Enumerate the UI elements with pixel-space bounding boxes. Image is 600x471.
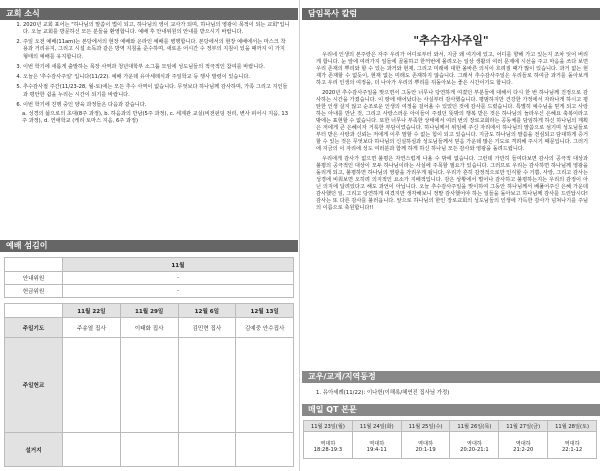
schedule-cell bbox=[236, 433, 294, 467]
news-list bbox=[8, 22, 290, 125]
schedule-cell: 주송열 집사 bbox=[63, 318, 121, 338]
qt-book: 역대하 bbox=[352, 432, 401, 447]
schedule-date: 12월 6일 bbox=[178, 304, 236, 318]
column-title: "추수감사주일" bbox=[413, 34, 489, 47]
column-paragraph: 2020년 추수감사주일을 맞으면서 그동안 너무나 당연하게 여겼던 부분들에 대해서 다시 한 번 하나님께 진정으로 감사하는 시간을 가졌습니다. 이 땅에 태어났다는 사실부터 감사했습니다. 평범하지만 건강한 가정에서 자라나게 하시고 평탄한 인생 살지 않고 순조로운 인생의 여정을 걸어올 수 있었던 것에 감사를 드렸습니다. 특별히 예수님을 믿게 되고 사랑하는 아내를 만난 것, 그리고 사랑스러운 아이들이 주셨던 뜻밖의 행복 받은 것은 하나님의 놀라우신 은혜요 축복이라고 밖에는 표현할 수 없습니다. 또한 너무나 부족한 상태에서 여러 번의 장로교회라는 공동체를 담임하게 하신 하나님의 계획은 저에게 큰 은혜이자 거룩한 부담이었습니다. 하나님께서 위임해 주신 자리에서 하나님의 말씀으로 섬기며 성도님들로부터 받은 사랑과 신뢰는 저에게 이루 말할 수 없는 힘이 되고 있습니다. 지금도 하나님의 말씀을 전심되고 담대하게 증거할 수 있는 것은 무엇보다 하나님의 신실하심과 성도님들께서 믿음 가운데 많은 기도로 격려해 주시기 때문입니다. 그러기에 지금의 이 자리에 성도 여러분과 함께 하게 하신 하나님 모든 감사와 영광을 돌려드립니다. bbox=[316, 90, 588, 152]
schedule-row-label: 설거지 bbox=[5, 433, 63, 467]
schedule-table bbox=[4, 257, 294, 467]
news-item: 1. 2020년 교회 표어는 "하나님의 말씀이 법이 되고, 하나님의 영이 교사가 되며, 하나님의 영광이 목적이 되는 교회"입니다. 오늘 교회를 방문하신 모든 분들을 환영합니다. 예배 후 안내위원의 안내를 받으시기 바랍니다. bbox=[23, 22, 290, 36]
schedule-date: 12월 13일 bbox=[236, 304, 294, 318]
schedule-cell bbox=[178, 338, 236, 433]
schedule-row-label: 주일기도 bbox=[5, 318, 63, 338]
qt-book: 역대하 bbox=[548, 432, 597, 447]
qt-header bbox=[302, 404, 600, 416]
pastor-column-header bbox=[302, 8, 600, 20]
qt-title: 매일 QT 본문 bbox=[308, 405, 357, 414]
schedule-cell bbox=[120, 433, 178, 467]
news-title: 교회 소식 bbox=[6, 9, 40, 18]
column-paragraph: 우리네 인생의 본주랑은 자주 우리가 어디로부터 와서, 지금 왜 여기에 있고, 어디를 향해 가고 있는지 조차 잊어 버리게 합니다. 눈 앞에 여러가지 일들에 골몰하고 한꺼번에 몰려오는 일상 생활의 여러 문제에 시선을 주고 마음을 쓰다 보면 우리 존재의 뿌리와 할 수 있는 과거와 현재, 그리고 미래에 대한 올바른 의식이 흐려질 때가 많이 있습니다. 과거 없는 현재가 존재할 수 없듯이, 현재 없는 미래도 존재하지 않습니다. 그래서 추수감사주일은 우리들로 하여금 과거를 돌아보게 하고 우리 인생의 여정을, 더 나아가 우리의 뿌리를 뒤돌아보는 좋은 시간이기도 합니다. bbox=[316, 52, 588, 86]
schedule-cell bbox=[63, 433, 121, 467]
schedule-cell: - bbox=[63, 285, 294, 298]
qt-chapter: 19:4-11 bbox=[352, 447, 401, 459]
schedule-title: 예배 섬김이 bbox=[6, 241, 48, 250]
schedule-row-label: 헌금위원 bbox=[5, 285, 63, 298]
qt-chapter: 20:20-21:1 bbox=[450, 447, 499, 459]
qt-chapter: 20:1-19 bbox=[401, 447, 450, 459]
qt-date: 11월 27일(금) bbox=[499, 421, 548, 432]
news-item: 5. 추수감사절 주간(11/23-28, 월-토)에는 모든 추수 사역이 없습니다. 무엇보다 하나님께 감사하며, 가족 그리고 지인들과 평안한 쉼을 누리는 시간이 되기를 바랍니다. bbox=[23, 84, 290, 98]
news-item: 2. 주일 오전 예배(11am)는 본당에서의 현장 예배와 온라인 예배를 병행합니다. 본당에서의 현장 예배에서는 마스크 착용과 거리유지, 그리고 시설 소독과 같은 방역 지침을 준수하며, 새로운 어시간 수 정부의 지침이 있을 때까지 이 가지 형태의 예배를 유지합니다. bbox=[23, 39, 290, 60]
mission-item: 1. 유아세례(11/22): 이나헌(이해록/혜연진 집사님 가정) bbox=[316, 390, 450, 396]
schedule-row-label: 주일헌교 bbox=[5, 338, 63, 433]
schedule-header bbox=[0, 240, 298, 252]
mission-title: 교우/교계/지역동정 bbox=[308, 372, 376, 381]
column-paragraph: 우리에게 감사가 없으면 불평은 자연스럽게 나올 수 밖에 없습니다. 그런데 가만히 들여다보면 감사의 공극적 대상과 불평의 공극적인 대상이 모두 하나님이라는 사실에 주목할 필요가 있습니다. 그러므로 우리는 감사하면 하나님께 영광을 돌리게 되고, 불평하면 하나님의 영광을 가리우게 됩니다. 우리가 흔히 감정적으로만 인식할 수 기쁨, 사랑, 그리고 감사는 성경에 비춰보면 오히려 의지적인 요소가 지배적입니다. 감은 상황에서 벌어나 감사하고 불평하는지는 우리의 감정이 아닌 의지에 달려있다고 해도 과언이 아닙니다. 오늘 추수감사주일을 맞이하여 그동안 하나님께서 베풀어주신 은혜 가운데 감사했던 일, 그리고 당연하게 여겼지만 생각해보니 정말 감사했어야 하는 일들을 돌아보고 하나님께 감사를 드린답시다! 감사는 또 다른 감사를 불러옵니다. 앞으로 하나님의 한인 장로교회의 성도님들의 인생에 가득한 감사가 넘쳐나기를 주님의 이름으로 축원합니다!! bbox=[316, 156, 588, 211]
qt-chapter: 18:28-19:3 bbox=[304, 447, 353, 459]
qt-date: 11월 23일(월) bbox=[304, 421, 353, 432]
pastor-column-label: 담임목사 칼럼 bbox=[308, 9, 358, 18]
qt-chapter: 22:1-12 bbox=[548, 447, 597, 459]
mission-header bbox=[302, 371, 600, 383]
column-body bbox=[316, 52, 588, 215]
qt-date: 11월 24일(화) bbox=[352, 421, 401, 432]
qt-book: 역대하 bbox=[499, 432, 548, 447]
qt-date: 11월 28일(토) bbox=[548, 421, 597, 432]
schedule-month: 11월 bbox=[63, 258, 294, 272]
qt-book: 역대하 bbox=[304, 432, 353, 447]
schedule-date: 11월 22일 bbox=[63, 304, 121, 318]
news-item: 6. 이번 학기에 진행 중인 양육 과정들은 다음과 같습니다. bbox=[23, 102, 290, 109]
qt-chapter: 21:2-20 bbox=[499, 447, 548, 459]
schedule-cell: 김예중 안수집사 bbox=[236, 318, 294, 338]
qt-date: 11월 25일(수) bbox=[401, 421, 450, 432]
qt-table bbox=[303, 420, 597, 459]
qt-book: 역대하 bbox=[401, 432, 450, 447]
schedule-cell: - bbox=[63, 272, 294, 285]
qt-date: 11월 26일(목) bbox=[450, 421, 499, 432]
schedule-cell bbox=[120, 338, 178, 433]
news-subnote: a. 성경의 삶으로의 초대(8주 과정), b. 하음과의 만남(5주 과정), c. 세계관 교실(비전펀딩 전리, 변사 피어시 지음, 13주 과정), d. 연애학교 (케리 토마스 지음, 6주 과정) bbox=[22, 111, 289, 125]
news-header bbox=[0, 8, 298, 20]
column-divider bbox=[299, 0, 300, 471]
qt-book: 역대하 bbox=[450, 432, 499, 447]
schedule-cell bbox=[63, 338, 121, 433]
schedule-row-label: 안내위원 bbox=[5, 272, 63, 285]
schedule-cell: 김민현 집사 bbox=[178, 318, 236, 338]
schedule-cell: 이태화 집사 bbox=[120, 318, 178, 338]
schedule-cell bbox=[178, 433, 236, 467]
news-item: 4. 오늘은 '추수감사주일' 입니다(11/22). 예배 가운데 유아세례식과 주일학교 등 행사 발령이 있습니다. bbox=[23, 74, 290, 81]
news-item: 3. 이번 학기에 새롭게 출발하는 목장 사역과 청년대학부 소그룹 모임에 성도님들의 적극적인 참여를 바랍니다. bbox=[23, 64, 290, 71]
schedule-cell bbox=[236, 338, 294, 433]
schedule-date: 11월 29일 bbox=[120, 304, 178, 318]
